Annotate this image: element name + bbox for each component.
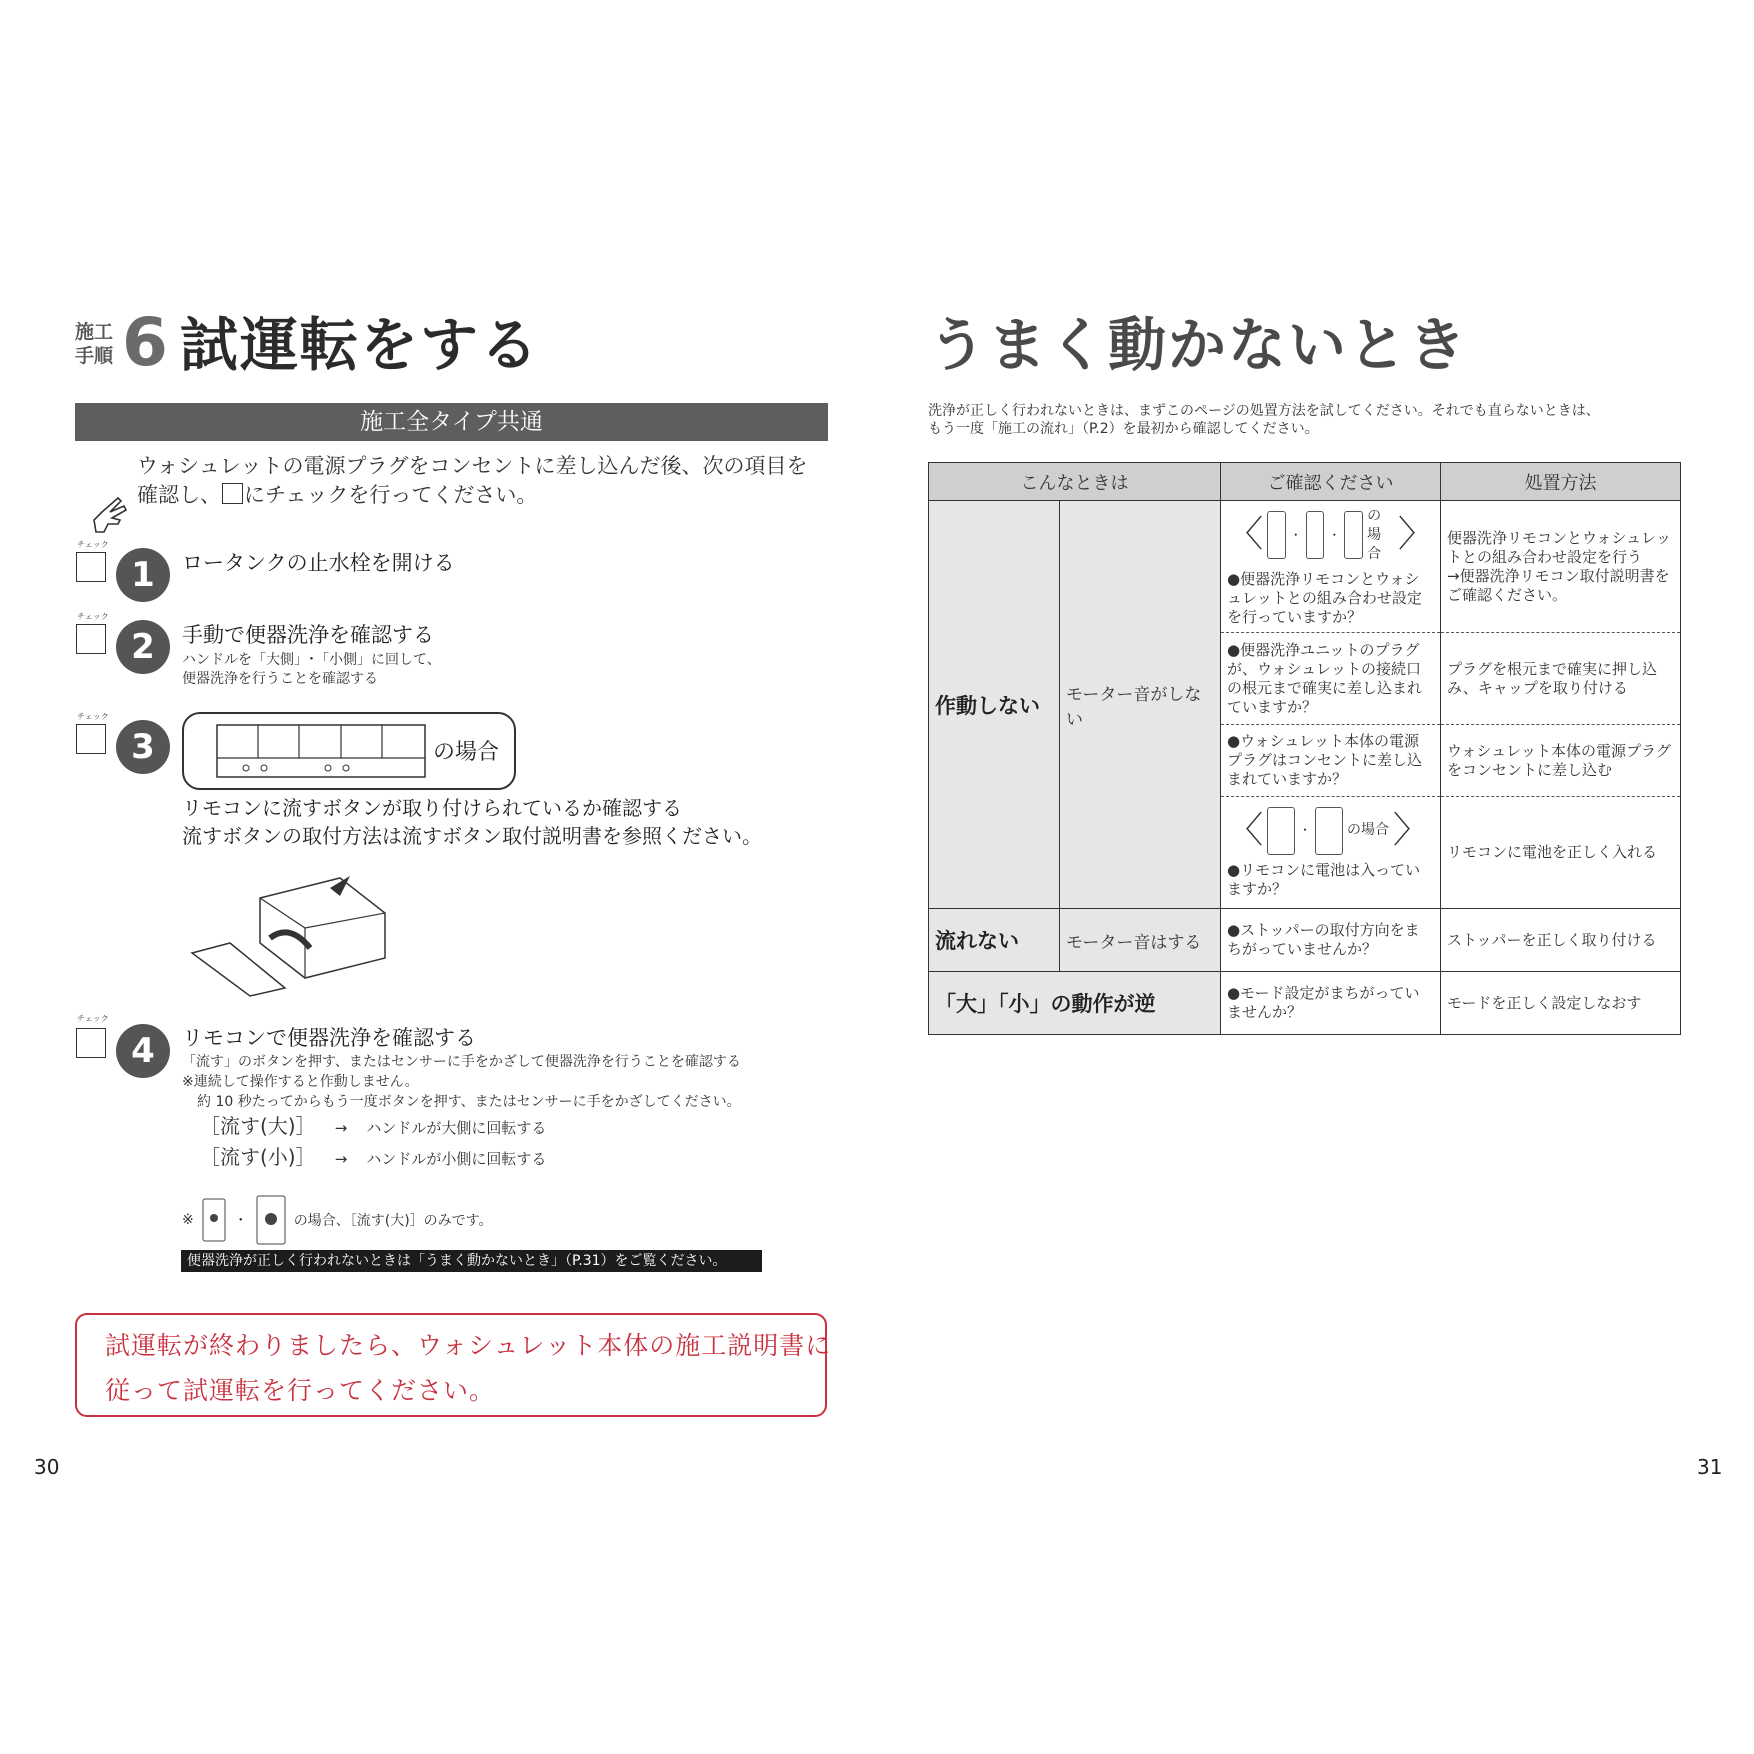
action-cell: モードを正しく設定しなおす [1441, 972, 1681, 1035]
remote-selection: 〈 ・ ・ の場合 〉 [1227, 507, 1434, 562]
warning-note: 便器洗浄が正しく行われないときは「うまく動かないとき」（P.31）をご覧ください。 [181, 1250, 762, 1272]
action-cell: リモコンに電池を正しく入れる [1441, 797, 1681, 909]
remote-icon [1267, 807, 1295, 855]
check-label: チェック [77, 540, 109, 549]
step4-number: 4 [116, 1024, 170, 1078]
symptom-motor-sound: モーター音はする [1060, 909, 1221, 972]
check-cell: 〈 ・ ・ の場合 〉 ●便器洗浄リモコンとウォシュレットとの組み合わせ設定を行っていますか？ [1221, 501, 1441, 633]
troubleshooting-table [928, 462, 1681, 1035]
symptom-no-operation: 作動しない [929, 501, 1060, 909]
step1-heading: ロータンクの止水栓を開ける [182, 551, 455, 575]
symptom-reversed: 「大」「小」の動作が逆 [929, 972, 1221, 1035]
symptom-no-motor-sound: モーター音がしない [1060, 501, 1221, 909]
header-symptom: こんなときは [929, 463, 1221, 501]
right-intro: 洗浄が正しく行われないときは、まずこのページの処置方法を試してください。それでも直らないときは、 もう一度「施工の流れ」（P.2）を最初から確認してください。 [928, 403, 1600, 437]
action-cell: ストッパーを正しく取り付ける [1441, 909, 1681, 972]
check-cell: ●ウォシュレット本体の電源プラグはコンセントに差し込まれていますか？ [1221, 725, 1441, 797]
step2-number: 2 [116, 620, 170, 674]
remote-icon-a [202, 1198, 226, 1242]
check-cell: ●便器洗浄ユニットのプラグが、ウォシュレットの接続口の根元まで確実に差し込まれていますか？ [1221, 633, 1441, 725]
check-label: チェック [77, 612, 109, 621]
remote-icon [1267, 511, 1286, 559]
step4-notes: 「流す」のボタンを押す、またはセンサーに手をかざして便器洗浄を行うことを確認する ※連続して操作すると作動しません。 約 10 秒たってからもう一度ボタンを押す、またはセンサーに手をかざしてください。 [182, 1054, 741, 1110]
step4-checkbox[interactable] [76, 1028, 106, 1058]
notice-text: 試運転が終わりましたら、ウォシュレット本体の施工説明書に 従って試運転を行ってください。 [105, 1331, 832, 1405]
intro-text: ウォシュレットの電源プラグをコンセントに差し込んだ後、次の項目を 確認し、 にチェックを行ってください。 [137, 454, 808, 507]
header-action: 処置方法 [1441, 463, 1681, 501]
step3-text: リモコンに流すボタンが取り付けられているか確認する 流すボタンの取付方法は流すボタン取付説明書を参照ください。 [182, 796, 762, 848]
step3-checkbox[interactable] [76, 724, 106, 754]
page-number-left: 30 [34, 1455, 60, 1479]
section-bar: 施工全タイプ共通 [75, 403, 828, 441]
check-cell: ●モード設定がまちがっていませんか？ [1221, 972, 1441, 1035]
action-cell: プラグを根元まで確実に押し込み、キャップを取り付ける [1441, 633, 1681, 725]
remote-case-label: の場合 [433, 740, 500, 765]
step-number: 6 [122, 304, 168, 381]
pointing-hand-icon [90, 492, 130, 538]
page-number-right: 31 [1697, 1455, 1723, 1479]
step1-checkbox[interactable] [76, 552, 106, 582]
header-check: ご確認ください [1221, 463, 1441, 501]
inline-checkbox-icon [222, 483, 243, 504]
check-cell: ●ストッパーの取付方向をまちがっていませんか？ [1221, 909, 1441, 972]
remote-panel-icon [216, 724, 426, 778]
step1-number: 1 [116, 548, 170, 602]
step3-number: 3 [116, 720, 170, 774]
page-title: 試運転をする [180, 311, 541, 379]
check-label: チェック [77, 1014, 109, 1023]
remote-icon-b [256, 1195, 286, 1245]
right-page-title: うまく動かないとき [928, 311, 1469, 379]
remote-icon [1315, 807, 1343, 855]
check-label: チェック [77, 712, 109, 721]
remote-icon [1306, 511, 1325, 559]
step4-footnote: ※ ・ の場合、［流す(大)］のみです。 [182, 1195, 493, 1245]
step2-sub-2: 便器洗浄を行うことを確認する [182, 671, 378, 687]
step4-heading: リモコンで便器洗浄を確認する [182, 1026, 476, 1050]
symptom-no-flow: 流れない [929, 909, 1060, 972]
remote-icon [1344, 511, 1363, 559]
action-cell: ウォシュレット本体の電源プラグをコンセントに差し込む [1441, 725, 1681, 797]
flush-button-install-illustration [190, 868, 390, 998]
check-cell: 〈 ・ の場合 〉 ●リモコンに電池は入っていますか？ [1221, 797, 1441, 909]
step-label: 施工 手順 [75, 321, 114, 367]
step2-heading: 手動で便器洗浄を確認する [182, 623, 434, 647]
remote-selection: 〈 ・ の場合 〉 [1227, 807, 1434, 855]
step2-sub-1: ハンドルを「大側」･「小側」に回して、 [182, 652, 441, 668]
step4-flush-results: ［流す(大)］ → ハンドルが大側に回転する ［流す(小)］ → ハンドルが小側に回転する [200, 1114, 547, 1169]
action-cell: 便器洗浄リモコンとウォシュレットとの組み合わせ設定を行う →便器洗浄リモコン取付説明書をご確認ください。 [1441, 501, 1681, 633]
step2-checkbox[interactable] [76, 624, 106, 654]
